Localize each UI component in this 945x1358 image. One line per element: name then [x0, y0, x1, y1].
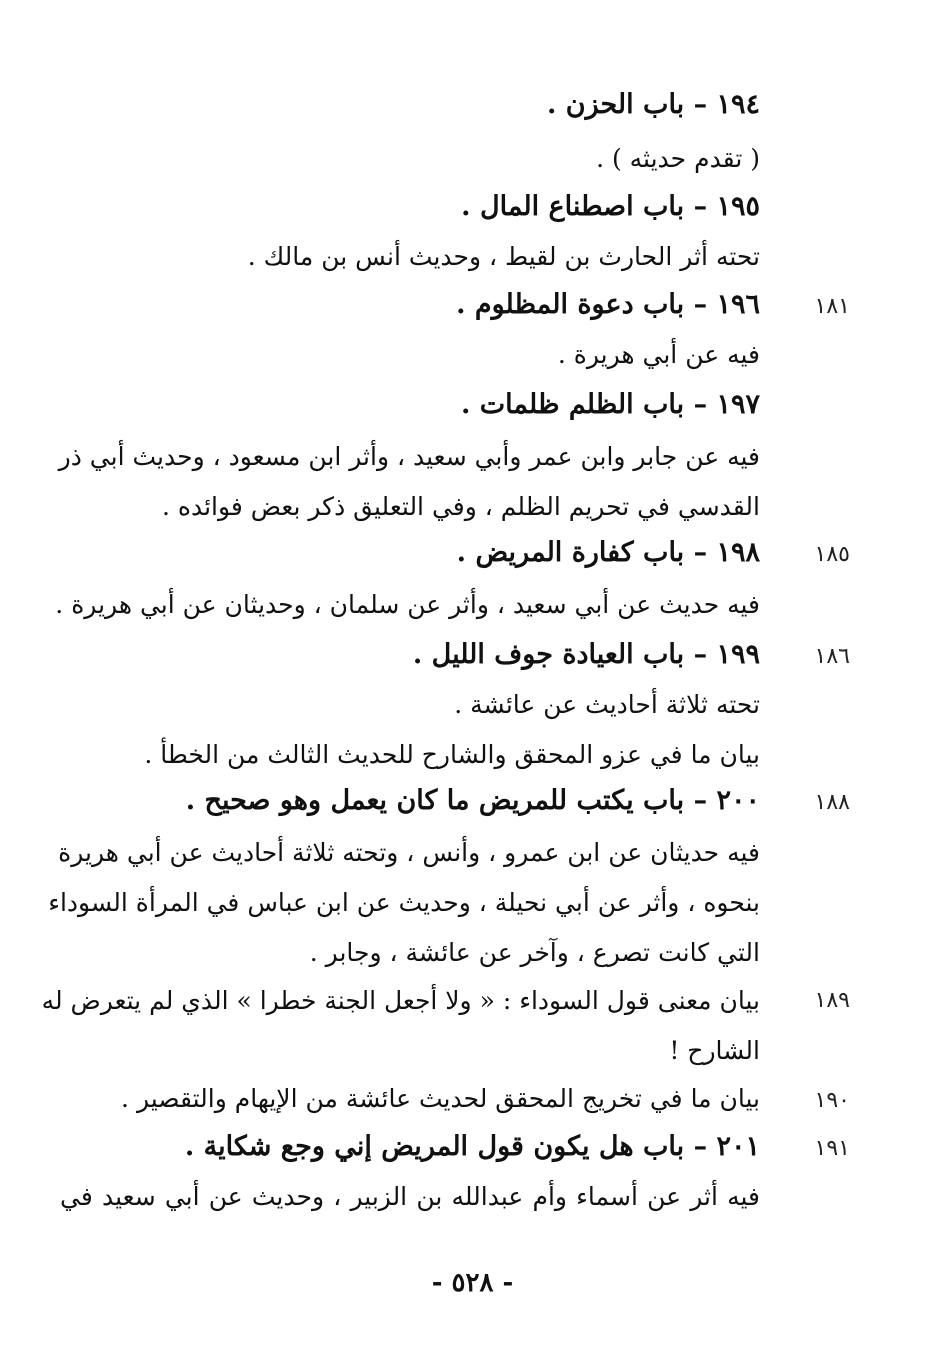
margin-page-number: ١٩٠ — [814, 1088, 850, 1113]
entry-text: فيه حديثان عن ابن عمرو ، وأنس ، وتحته ثلاثة أحاديث عن أبي هريرة — [58, 838, 760, 867]
entry-text: فيه عن أبي هريرة . — [557, 340, 760, 369]
chapter-heading-194: ١٩٤ – باب الحزن . — [546, 89, 760, 120]
entry-text: بيان ما في تخريج المحقق لحديث عائشة من الإيهام والتقصير . — [121, 1084, 760, 1113]
entry-text: ( تقدم حديثه ) . — [596, 144, 760, 173]
entry-text: بنحوه ، وأثر عن أبي نحيلة ، وحديث عن ابن عباس في المرأة السوداء — [48, 888, 760, 917]
entry-text: فيه أثر عن أسماء وأم عبدالله بن الزبير ، وحديث عن أبي سعيد في — [60, 1182, 760, 1211]
entry-text: الشارح ! — [669, 1036, 760, 1065]
chapter-heading-198: ١٩٨ – باب كفارة المريض . — [456, 537, 760, 568]
margin-page-number: ١٨١ — [814, 294, 850, 319]
margin-page-number: ١٨٩ — [814, 988, 850, 1013]
margin-page-number: ١٨٥ — [814, 542, 850, 567]
chapter-heading-197: ١٩٧ – باب الظلم ظلمات . — [460, 389, 760, 420]
chapter-heading-201: ٢٠١ – باب هل يكون قول المريض إني وجع شكاية . — [184, 1131, 760, 1162]
entry-text: فيه حديث عن أبي سعيد ، وأثر عن سلمان ، وحديثان عن أبي هريرة . — [55, 590, 760, 619]
entry-text: بيان معنى قول السوداء : « ولا أجعل الجنة خطرا » الذي لم يتعرض له — [41, 986, 760, 1015]
entry-text: تحته أثر الحارث بن لقيط ، وحديث أنس بن مالك . — [247, 242, 760, 271]
entry-text: القدسي في تحريم الظلم ، وفي التعليق ذكر بعض فوائده . — [161, 492, 760, 521]
margin-page-number: ١٩١ — [814, 1136, 850, 1161]
entry-text: التي كانت تصرع ، وآخر عن عائشة ، وجابر . — [309, 938, 760, 967]
entry-text: تحته ثلاثة أحاديث عن عائشة . — [454, 690, 760, 719]
chapter-heading-199: ١٩٩ – باب العيادة جوف الليل . — [412, 639, 760, 670]
chapter-heading-200: ٢٠٠ – باب يكتب للمريض ما كان يعمل وهو صحيح . — [185, 785, 760, 816]
margin-page-number: ١٨٦ — [814, 644, 850, 669]
chapter-heading-196: ١٩٦ – باب دعوة المظلوم . — [456, 289, 760, 320]
entry-text: بيان ما في عزو المحقق والشارح للحديث الثالث من الخطأ . — [144, 740, 760, 769]
chapter-heading-195: ١٩٥ – باب اصطناع المال . — [461, 191, 760, 222]
entry-text: فيه عن جابر وابن عمر وأبي سعيد ، وأثر ابن مسعود ، وحديث أبي ذر — [58, 442, 760, 471]
margin-page-number: ١٨٨ — [814, 790, 850, 815]
page-number-footer: - ٥٢٨ - — [431, 1268, 514, 1298]
